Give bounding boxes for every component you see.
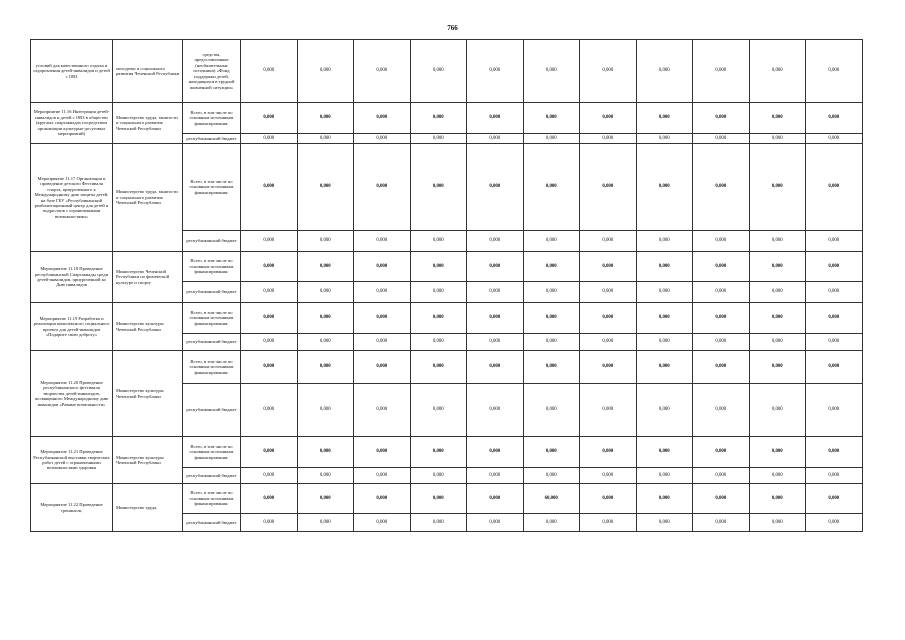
amount-cell: 0,000	[806, 514, 863, 532]
amount-cell: 0,000	[806, 231, 863, 252]
amount-cell: 0,000	[806, 437, 863, 468]
amount-cell: 0,000	[693, 351, 750, 384]
executor-cell: Министерство Чеченской Республики по физической культуре и спорту	[113, 252, 183, 303]
funding-source-cell: Всего, в том числе по основным источникам финансирования:	[183, 303, 241, 334]
amount-cell: 0,000	[749, 231, 806, 252]
amount-cell: 0,000	[354, 384, 411, 437]
funding-source-cell: Всего, в том числе по основным источникам финансирования:	[183, 144, 241, 231]
amount-cell: 0,000	[297, 103, 354, 134]
funding-source-cell: республиканский бюджет	[183, 514, 241, 532]
amount-cell: 0,000	[749, 468, 806, 484]
amount-cell: 0,000	[693, 144, 750, 231]
amount-cell: 0,000	[467, 384, 524, 437]
amount-cell: 0,000	[580, 384, 637, 437]
amount-cell: 0,000	[580, 40, 637, 103]
amount-cell: 0,000	[354, 514, 411, 532]
amount-cell: 0,000	[523, 103, 580, 134]
event-cell: Мероприятие 11.18 Проведение республиканской Спартакиады среди детей-инвалидов, приуроченной ко Дню инвалидов	[31, 252, 113, 303]
amount-cell: 0,000	[354, 484, 411, 514]
funding-source-cell: Всего, в том числе по основным источникам финансирования:	[183, 103, 241, 134]
amount-cell: 0,000	[580, 437, 637, 468]
amount-cell: 0,000	[354, 468, 411, 484]
executor-cell: молодежи и социального развития Чеченской Республики	[113, 40, 183, 103]
amount-cell: 0,000	[467, 468, 524, 484]
table-row	[31, 484, 863, 514]
amount-cell: 0,000	[297, 437, 354, 468]
amount-cell: 0,000	[354, 303, 411, 334]
executor-cell: Министерство труда,	[113, 484, 183, 532]
amount-cell: 0,000	[467, 484, 524, 514]
amount-cell: 0,000	[354, 103, 411, 134]
amount-cell: 0,000	[467, 437, 524, 468]
amount-cell: 0,000	[354, 144, 411, 231]
amount-cell: 0,000	[467, 303, 524, 334]
funding-source-cell: средства, предоставленные (необязательные источники) «Фонд поддержки детей, находящихся в трудной жизненной ситуации»	[183, 40, 241, 103]
amount-cell: 0,000	[523, 144, 580, 231]
amount-cell: 0,000	[523, 231, 580, 252]
amount-cell: 0,000	[806, 103, 863, 134]
amount-cell: 60,000	[523, 484, 580, 514]
amount-cell: 0,000	[354, 40, 411, 103]
amount-cell: 0,000	[806, 144, 863, 231]
amount-cell: 0,000	[241, 231, 298, 252]
amount-cell: 0,000	[241, 282, 298, 303]
amount-cell: 0,000	[467, 134, 524, 144]
amount-cell: 0,000	[410, 103, 467, 134]
amount-cell: 0,000	[580, 303, 637, 334]
amount-cell: 0,000	[749, 484, 806, 514]
event-cell: Мероприятие 11.16 Интеграция детей-инвалидов и детей с ОВЗ в общество (круглых спартакиадах посредством организации культурно-досуговых мероприятий)	[31, 103, 113, 144]
amount-cell: 0,000	[523, 514, 580, 532]
amount-cell: 0,000	[749, 351, 806, 384]
amount-cell: 0,000	[693, 384, 750, 437]
funding-source-cell: республиканский бюджет	[183, 282, 241, 303]
amount-cell: 0,000	[410, 484, 467, 514]
amount-cell: 0,000	[523, 468, 580, 484]
amount-cell: 0,000	[636, 384, 693, 437]
amount-cell: 0,000	[354, 334, 411, 351]
amount-cell: 0,000	[636, 282, 693, 303]
amount-cell: 0,000	[467, 144, 524, 231]
amount-cell: 0,000	[580, 134, 637, 144]
amount-cell: 0,000	[410, 384, 467, 437]
amount-cell: 0,000	[241, 40, 298, 103]
amount-cell: 0,000	[693, 252, 750, 282]
table-row	[31, 351, 863, 384]
amount-cell: 0,000	[410, 144, 467, 231]
amount-cell: 0,000	[297, 468, 354, 484]
amount-cell: 0,000	[806, 468, 863, 484]
funding-source-cell: республиканский бюджет	[183, 334, 241, 351]
funding-source-cell: Всего, в том числе по основным источникам финансирования:	[183, 351, 241, 384]
table-row	[31, 40, 863, 103]
amount-cell: 0,000	[806, 484, 863, 514]
funding-source-cell: республиканский бюджет	[183, 468, 241, 484]
amount-cell: 0,000	[297, 484, 354, 514]
amount-cell: 0,000	[749, 134, 806, 144]
amount-cell: 0,000	[580, 282, 637, 303]
amount-cell: 0,000	[410, 134, 467, 144]
amount-cell: 0,000	[693, 437, 750, 468]
amount-cell: 0,000	[297, 40, 354, 103]
amount-cell: 0,000	[636, 231, 693, 252]
amount-cell: 0,000	[749, 334, 806, 351]
amount-cell: 0,000	[749, 514, 806, 532]
event-cell: Мероприятие 11.22 Проведение тренингов,	[31, 484, 113, 532]
amount-cell: 0,000	[580, 334, 637, 351]
amount-cell: 0,000	[693, 468, 750, 484]
amount-cell: 0,000	[354, 231, 411, 252]
amount-cell: 0,000	[636, 144, 693, 231]
amount-cell: 0,000	[297, 252, 354, 282]
amount-cell: 0,000	[636, 134, 693, 144]
amount-cell: 0,000	[580, 252, 637, 282]
amount-cell: 0,000	[241, 103, 298, 134]
amount-cell: 0,000	[410, 252, 467, 282]
amount-cell: 0,000	[636, 514, 693, 532]
amount-cell: 0,000	[523, 437, 580, 468]
amount-cell: 0,000	[297, 303, 354, 334]
amount-cell: 0,000	[241, 134, 298, 144]
amount-cell: 0,000	[410, 334, 467, 351]
amount-cell: 0,000	[241, 144, 298, 231]
amount-cell: 0,000	[410, 468, 467, 484]
amount-cell: 0,000	[636, 484, 693, 514]
table-row	[31, 252, 863, 282]
funding-source-cell: Всего, в том числе по основным источникам финансирования:	[183, 252, 241, 282]
amount-cell: 0,000	[806, 282, 863, 303]
amount-cell: 0,000	[749, 144, 806, 231]
amount-cell: 0,000	[241, 468, 298, 484]
amount-cell: 0,000	[749, 40, 806, 103]
amount-cell: 0,000	[241, 334, 298, 351]
amount-cell: 0,000	[241, 252, 298, 282]
amount-cell: 0,000	[297, 514, 354, 532]
amount-cell: 0,000	[636, 468, 693, 484]
amount-cell: 0,000	[523, 351, 580, 384]
amount-cell: 0,000	[410, 231, 467, 252]
amount-cell: 0,000	[297, 282, 354, 303]
amount-cell: 0,000	[636, 437, 693, 468]
amount-cell: 0,000	[467, 282, 524, 303]
event-cell: Мероприятие 11.19 Разработка и реализация комплексного социального проекта для детей-инвалидов «Подарите свою доброту»	[31, 303, 113, 351]
amount-cell: 0,000	[693, 484, 750, 514]
amount-cell: 0,000	[410, 303, 467, 334]
funding-source-cell: Всего, в том числе по основным источникам финансирования:	[183, 484, 241, 514]
amount-cell: 0,000	[241, 351, 298, 384]
amount-cell: 0,000	[467, 103, 524, 134]
amount-cell: 0,000	[241, 514, 298, 532]
amount-cell: 0,000	[806, 351, 863, 384]
event-cell: Мероприятие 11.21 Проведение Республиканской выставки творческих работ детей с ограниченными возможностями здоровья	[31, 437, 113, 484]
amount-cell: 0,000	[410, 351, 467, 384]
amount-cell: 0,000	[636, 252, 693, 282]
amount-cell: 0,000	[523, 134, 580, 144]
amount-cell: 0,000	[523, 282, 580, 303]
amount-cell: 0,000	[749, 252, 806, 282]
amount-cell: 0,000	[636, 351, 693, 384]
amount-cell: 0,000	[580, 484, 637, 514]
amount-cell: 0,000	[523, 384, 580, 437]
budget-table	[30, 39, 863, 532]
amount-cell: 0,000	[806, 40, 863, 103]
amount-cell: 0,000	[693, 103, 750, 134]
amount-cell: 0,000	[806, 252, 863, 282]
amount-cell: 0,000	[693, 134, 750, 144]
amount-cell: 0,000	[410, 40, 467, 103]
amount-cell: 0,000	[749, 282, 806, 303]
amount-cell: 0,000	[297, 334, 354, 351]
amount-cell: 0,000	[636, 334, 693, 351]
event-cell: Мероприятие 11.17 Организация и проведение детского Фестиваля спорта, приуроченного к Международному дню защиты детей, на базе ГБУ «Республиканский реабилитационный центр для детей и подростков с ограниченными возможностями»	[31, 144, 113, 252]
amount-cell: 0,000	[693, 231, 750, 252]
amount-cell: 0,000	[580, 351, 637, 384]
amount-cell: 0,000	[749, 384, 806, 437]
amount-cell: 0,000	[523, 252, 580, 282]
amount-cell: 0,000	[580, 144, 637, 231]
amount-cell: 0,000	[806, 303, 863, 334]
event-cell: Мероприятие 11.20 Проведение республиканского фестиваля творчества детей-инвалидов, посвященного Международному дню инвалидов «Равные возможности»	[31, 351, 113, 437]
amount-cell: 0,000	[467, 351, 524, 384]
amount-cell: 0,000	[354, 252, 411, 282]
amount-cell: 0,000	[297, 384, 354, 437]
amount-cell: 0,000	[297, 134, 354, 144]
funding-source-cell: республиканский бюджет	[183, 134, 241, 144]
amount-cell: 0,000	[749, 103, 806, 134]
amount-cell: 0,000	[693, 40, 750, 103]
amount-cell: 0,000	[693, 334, 750, 351]
amount-cell: 0,000	[523, 303, 580, 334]
amount-cell: 0,000	[636, 103, 693, 134]
executor-cell: Министерство культуры Чеченской Республики	[113, 437, 183, 484]
amount-cell: 0,000	[806, 384, 863, 437]
amount-cell: 0,000	[636, 40, 693, 103]
table-row	[31, 303, 863, 334]
amount-cell: 0,000	[580, 231, 637, 252]
amount-cell: 0,000	[241, 384, 298, 437]
amount-cell: 0,000	[297, 351, 354, 384]
page-number: 766	[447, 24, 458, 32]
amount-cell: 0,000	[297, 144, 354, 231]
executor-cell: Министерство культуры Чеченской Республики	[113, 351, 183, 437]
amount-cell: 0,000	[354, 282, 411, 303]
executor-cell: Министерство труда, занятости и социального развития Чеченской Республики	[113, 144, 183, 252]
amount-cell: 0,000	[693, 303, 750, 334]
amount-cell: 0,000	[410, 282, 467, 303]
funding-source-cell: республиканский бюджет	[183, 231, 241, 252]
amount-cell: 0,000	[241, 303, 298, 334]
amount-cell: 0,000	[354, 134, 411, 144]
amount-cell: 0,000	[693, 282, 750, 303]
amount-cell: 0,000	[693, 514, 750, 532]
amount-cell: 0,000	[241, 437, 298, 468]
amount-cell: 0,000	[580, 468, 637, 484]
amount-cell: 0,000	[636, 303, 693, 334]
table-row	[31, 437, 863, 468]
amount-cell: 0,000	[410, 437, 467, 468]
amount-cell: 0,000	[467, 231, 524, 252]
amount-cell: 0,000	[580, 103, 637, 134]
amount-cell: 0,000	[806, 334, 863, 351]
amount-cell: 0,000	[467, 252, 524, 282]
executor-cell: Министерство труда, занятости и социального развития Чеченской Республики	[113, 103, 183, 144]
table-row	[31, 144, 863, 231]
amount-cell: 0,000	[467, 514, 524, 532]
amount-cell: 0,000	[806, 134, 863, 144]
amount-cell: 0,000	[354, 351, 411, 384]
funding-source-cell: республиканский бюджет	[183, 384, 241, 437]
amount-cell: 0,000	[749, 303, 806, 334]
amount-cell: 0,000	[354, 437, 411, 468]
executor-cell: Министерство культуры Чеченской Республики	[113, 303, 183, 351]
amount-cell: 0,000	[467, 40, 524, 103]
funding-source-cell: Всего, в том числе по основным источникам финансирования:	[183, 437, 241, 468]
table-row	[31, 103, 863, 134]
amount-cell: 0,000	[523, 334, 580, 351]
event-cell: условий для качественного отдыха и оздоровления детей-инвалидов и детей с ОВЗ	[31, 40, 113, 103]
amount-cell: 0,000	[297, 231, 354, 252]
amount-cell: 0,000	[410, 514, 467, 532]
amount-cell: 0,000	[580, 514, 637, 532]
amount-cell: 0,000	[749, 437, 806, 468]
amount-cell: 0,000	[523, 40, 580, 103]
amount-cell: 0,000	[241, 484, 298, 514]
amount-cell: 0,000	[467, 334, 524, 351]
